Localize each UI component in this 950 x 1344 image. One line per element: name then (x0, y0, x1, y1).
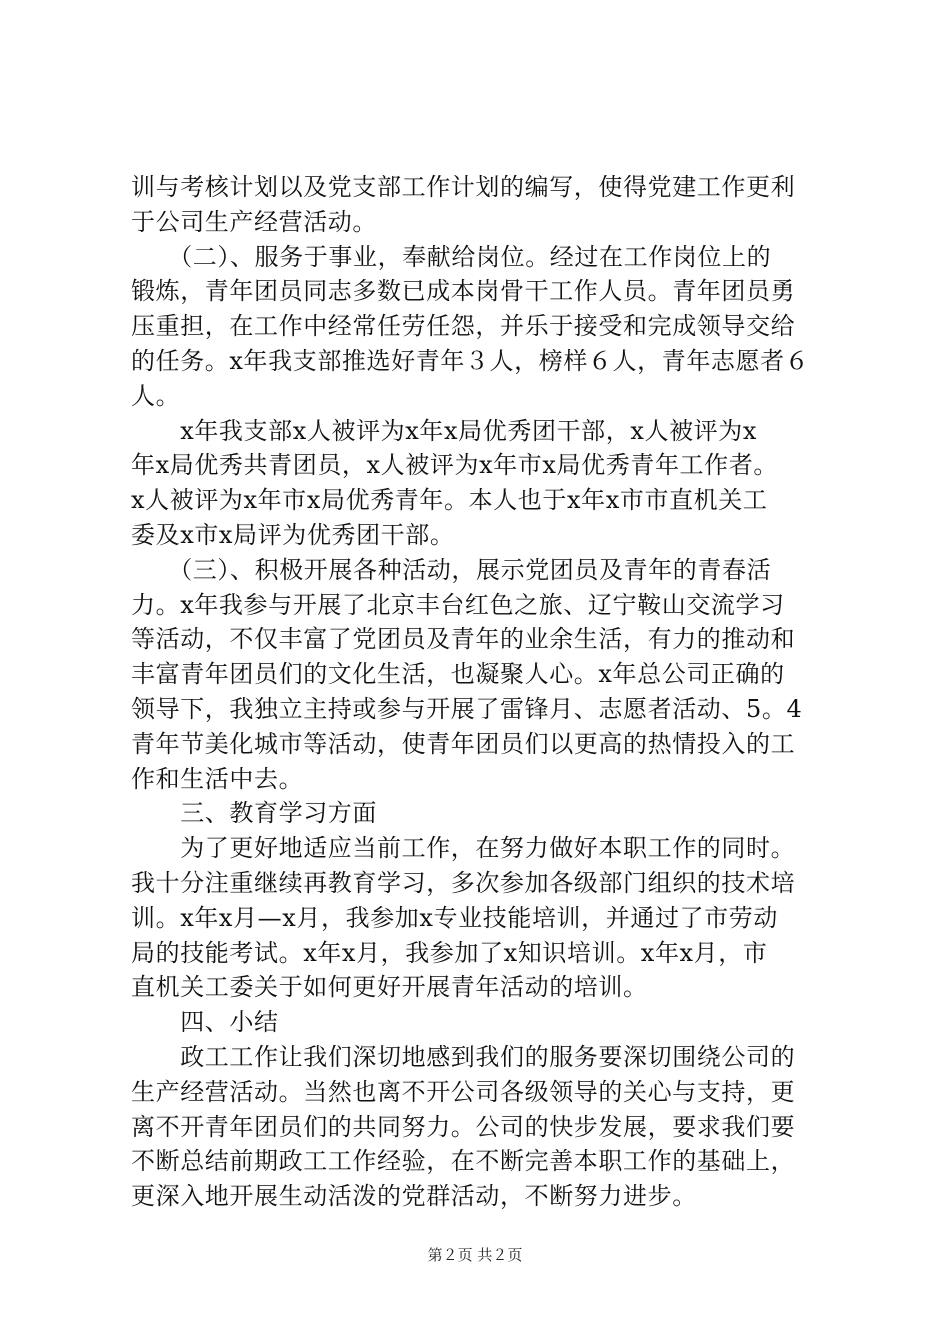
page-number-footer: 第２页 共２页 (427, 1246, 523, 1264)
text-line: 离不开青年团员们的共同努力。公司的快步发展，要求我们要 (131, 1112, 796, 1141)
text-line: 领导下，我独立主持或参与开展了雷锋月、志愿者活动、5。4 (131, 694, 803, 723)
text-line: 人。 (131, 381, 181, 410)
text-line: 等活动，不仅丰富了党团员及青年的业余生活，有力的推动和 (131, 625, 796, 654)
text-line: 政工工作让我们深切地感到我们的服务要深切围绕公司的 (131, 1042, 796, 1071)
text-line: x人被评为x年市x局优秀青年。本人也于x年x市市直机关工 (131, 486, 768, 515)
section-heading: 三、教育学习方面 (131, 799, 377, 828)
text-line: （三）、积极开展各种活动，展示党团员及青年的青春活 (131, 555, 772, 584)
text-line: 更深入地开展生动活泼的党群活动，不断努力进步。 (131, 1182, 697, 1211)
text-line: （二）、服务于事业，奉献给岗位。经过在工作岗位上的 (131, 242, 772, 271)
text-line: 我十分注重继续再教育学习，多次参加各级部门组织的技术培 (131, 868, 796, 897)
document-body (131, 170, 831, 1214)
text-line: 不断总结前期政工工作经验，在不断完善本职工作的基础上， (131, 1147, 796, 1176)
text-line: 委及x市x局评为优秀团干部。 (131, 520, 455, 549)
text-line: 于公司生产经营活动。 (131, 207, 377, 236)
text-line: x年我支部x人被评为x年x局优秀团干部，x人被评为x (131, 416, 758, 445)
text-line: 丰富青年团员们的文化生活，也凝聚人心。x年总公司正确的 (131, 660, 785, 689)
text-line: 训。x年x月—x月，我参加x专业技能培训，并通过了市劳动 (131, 903, 778, 932)
text-line: 压重担，在工作中经常任劳任怨，并乐于接受和完成领导交给 (131, 312, 796, 341)
text-line: 锻炼，青年团员同志多数已成本岗骨干工作人员。青年团员勇 (131, 277, 796, 306)
text-line: 训与考核计划以及党支部工作计划的编写，使得党建工作更利 (131, 173, 796, 201)
text-line: 生产经营活动。当然也离不开公司各级领导的关心与支持，更 (131, 1077, 796, 1106)
text-line: 的任务。x年我支部推选好青年３人，榜样６人，青年志愿者６ (131, 346, 810, 375)
text-line: 为了更好地适应当前工作，在努力做好本职工作的同时。 (131, 834, 796, 863)
text-line: 青年节美化城市等活动，使青年团员们以更高的热情投入的工 (131, 729, 796, 758)
text-line: 年x局优秀共青团员，x人被评为x年市x局优秀青年工作者。 (131, 451, 778, 480)
text-line: 局的技能考试。x年x月，我参加了x知识培训。x年x月，市 (131, 938, 768, 967)
section-heading: 四、小结 (131, 1008, 279, 1037)
text-line: 直机关工委关于如何更好开展青年活动的培训。 (131, 973, 648, 1002)
text-line: 力。x年我参与开展了北京丰台红色之旅、辽宁鞍山交流学习 (131, 590, 785, 619)
text-line: 作和生活中去。 (131, 764, 304, 793)
